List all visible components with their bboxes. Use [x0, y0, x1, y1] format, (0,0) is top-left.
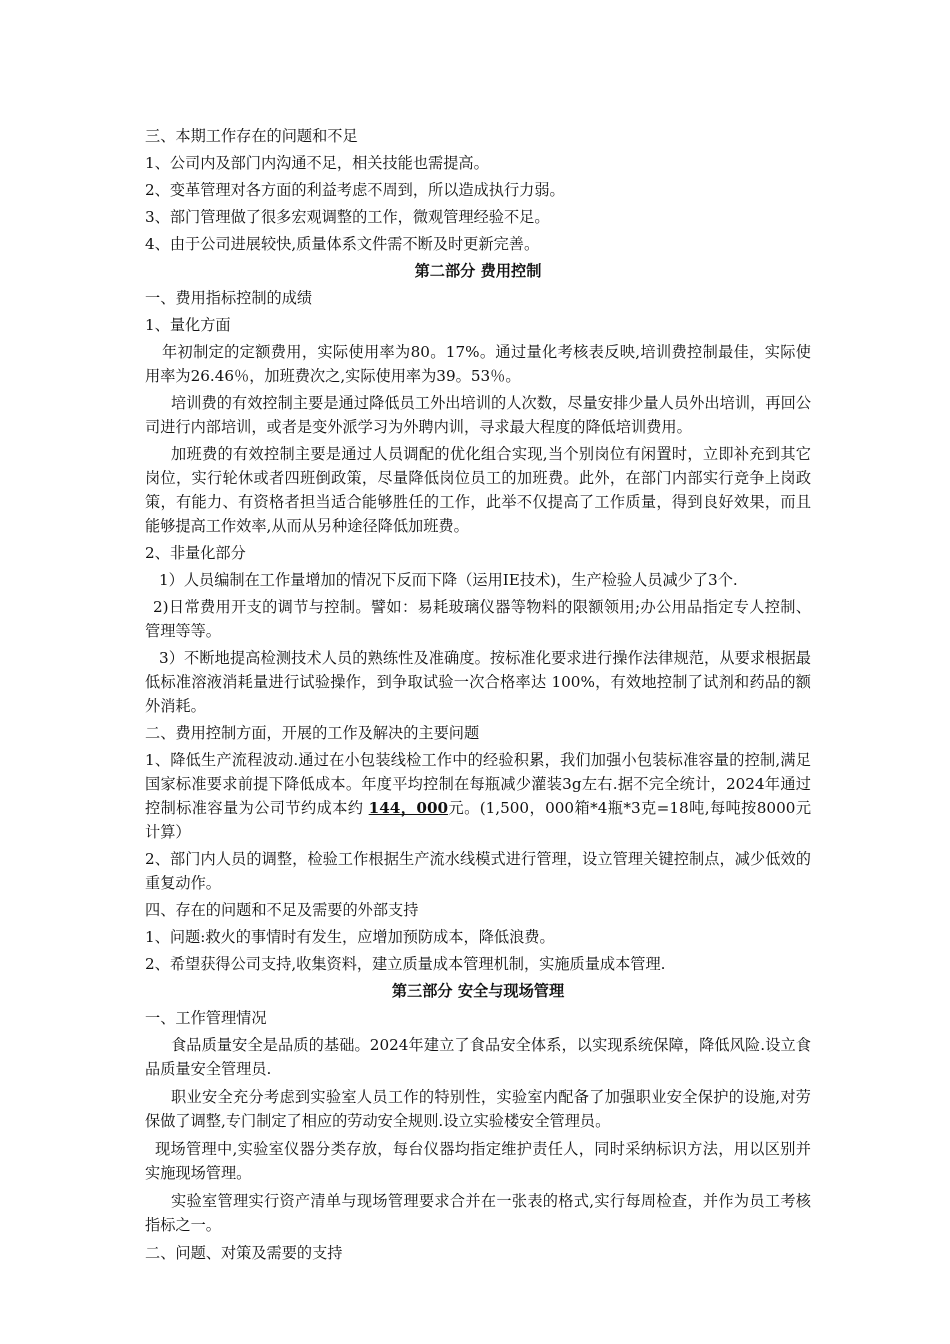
quant-heading: 1、量化方面 — [145, 316, 231, 334]
problem-item: 1、公司内及部门内沟通不足，相关技能也需提高。 — [145, 154, 489, 172]
issues-heading: 四、存在的问题和不足及需要的外部支持 — [145, 901, 419, 919]
problem-item: 4、由于公司进展较快,质量体系文件需不断及时更新完善。 — [145, 235, 540, 253]
work-item-2: 2、部门内人员的调整，检验工作根据生产流水线模式进行管理，设立管理关键控制点，减少低效的重复动作。 — [145, 850, 811, 892]
mgmt-paragraph-2: 职业安全充分考虑到实验室人员工作的特别性，实验室内配备了加强职业安全保护的设施,对劳保做了调整,专门制定了相应的劳动安全规则.设立实验楼安全管理员。 — [145, 1088, 811, 1130]
issues-item-2: 2、希望获得公司支持,收集资料，建立质量成本管理机制，实施质量成本管理. — [145, 955, 666, 973]
work-heading: 二、费用控制方面，开展的工作及解决的主要问题 — [145, 724, 480, 742]
mgmt-paragraph-1: 食品质量安全是品质的基础。2024年建立了食品安全体系，以实现系统保障，降低风险.设立食品质量安全管理员. — [145, 1036, 811, 1078]
document-page — [145, 124, 811, 1268]
work-item-1 — [145, 748, 811, 844]
part3-title: 第三部分 安全与现场管理 — [391, 982, 565, 1000]
quant-paragraph-2: 培训费的有效控制主要是通过降低员工外出培训的人次数，尽量安排少量人员外出培训，再回公司进行内部培训，或者是变外派学习为外聘内训，寻求最大程度的降低培训费用。 — [145, 394, 811, 436]
problem-item: 3、部门管理做了很多宏观调整的工作，微观管理经验不足。 — [145, 208, 550, 226]
problems-heading: 三、本期工作存在的问题和不足 — [145, 127, 358, 145]
quant-paragraph-1: 年初制定的定额费用，实际使用率为80。17%。通过量化考核表反映,培训费控制最佳，实际使用率为26.46％，加班费次之,实际使用率为39。53％。 — [145, 343, 811, 385]
nonquant-item-3: 3）不断地提高检测技术人员的熟练性及准确度。按标准化要求进行操作法律规范，从要求根据最低标准溶液消耗量进行试验操作，到争取试验一次合格率达 100%，有效地控制了试剂和药品的额外消耗。 — [145, 649, 811, 715]
nonquant-item-1: 1）人员编制在工作量增加的情况下反而下降（运用IE技术)，生产检验人员减少了3个. — [159, 571, 738, 589]
mgmt-paragraph-3: 现场管理中,实验室仪器分类存放，每台仪器均指定维护责任人，同时采纳标识方法，用以区别并实施现场管理。 — [145, 1140, 811, 1182]
mgmt-heading: 一、工作管理情况 — [145, 1009, 267, 1027]
nonquant-heading: 2、非量化部分 — [145, 544, 246, 562]
support-heading: 二、问题、对策及需要的支持 — [145, 1244, 343, 1262]
achievements-heading: 一、费用指标控制的成绩 — [145, 289, 313, 307]
part2-title: 第二部分 费用控制 — [414, 262, 542, 280]
work-item-1-text: 1、降低生产流程波动.通过在小包装线检工作中的经验积累，我们加强小包装标准容量的控制,满足国家标准要求前提下降低成本。年度平均控制在每瓶减少灌装3g左右.据不完全统计，2024年通过控制标准容量为公司节约成本约 — [145, 751, 811, 817]
issues-item-1: 1、问题:救火的事情时有发生，应增加预防成本，降低浪费。 — [145, 928, 555, 946]
quant-paragraph-3: 加班费的有效控制主要是通过人员调配的优化组合实现,当个别岗位有闲置时，立即补充到其它岗位，实行轮休或者四班倒政策，尽量降低岗位员工的加班费。此外，在部门内部实行竞争上岗政策，有能力、有资格者担当适合能够胜任的工作，此举不仅提高了工作质量，得到良好效果，而且能够提高工作效率,从而从另种途径降低加班费。 — [145, 445, 811, 535]
problem-item: 2、变革管理对各方面的利益考虑不周到，所以造成执行力弱。 — [145, 181, 565, 199]
savings-amount: 144，000 — [368, 799, 449, 817]
mgmt-paragraph-4: 实验室管理实行资产清单与现场管理要求合并在一张表的格式,实行每周检查，并作为员工考核指标之一。 — [145, 1192, 811, 1234]
work-item-1-calc: 元。(1,500，000箱*4瓶*3克=18吨,每吨按8000元计算） — [145, 799, 812, 841]
nonquant-item-2: 2)日常费用开支的调节与控制。譬如：易耗玻璃仪器等物料的限额领用;办公用品指定专人控制、管理等等。 — [145, 598, 811, 640]
